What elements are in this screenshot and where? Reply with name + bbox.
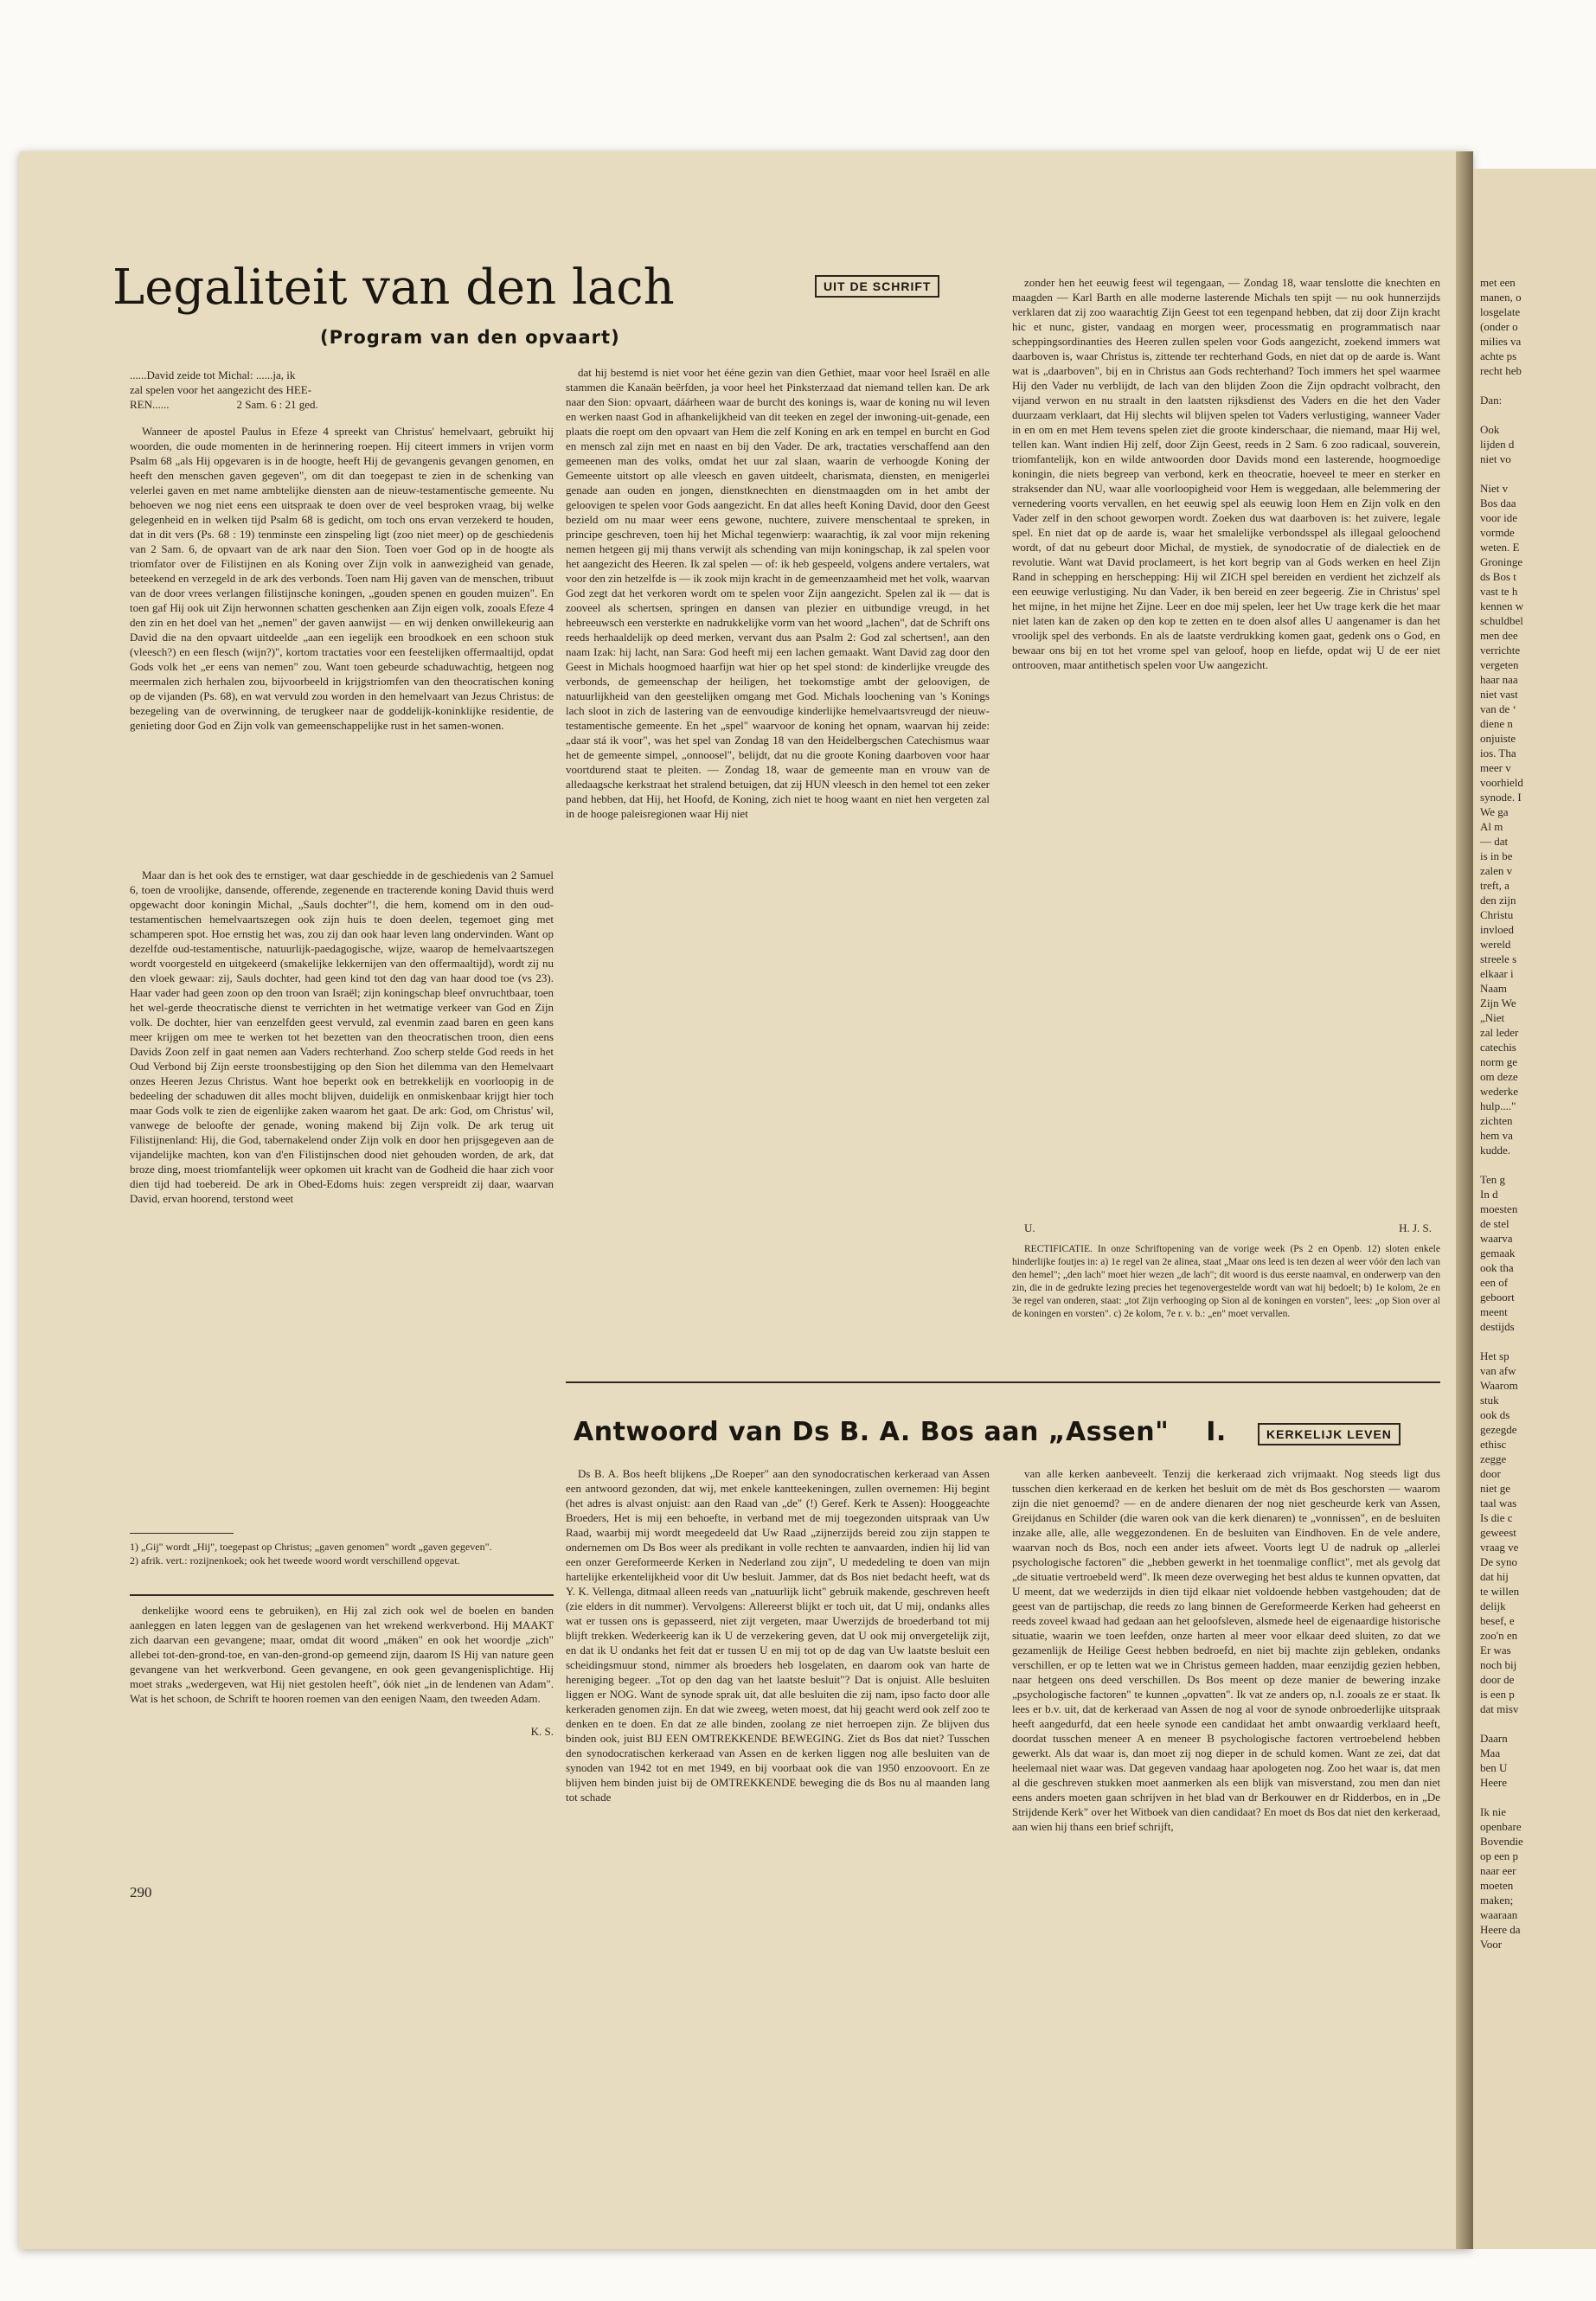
next-page-line	[1480, 1334, 1596, 1349]
next-page-line: In d	[1480, 1188, 1498, 1201]
next-page-line: lijden d	[1480, 438, 1515, 451]
next-page-line: streele s	[1480, 952, 1517, 965]
next-page-line: maken;	[1480, 1894, 1514, 1907]
next-page-line: hem va	[1480, 1129, 1513, 1142]
next-page-line: We ga	[1480, 805, 1509, 818]
next-page-line: geweest	[1480, 1526, 1516, 1539]
article1-signature-ks: K. S.	[530, 1725, 554, 1738]
article2-column-2	[1012, 1466, 1440, 2089]
next-page-line: Dan:	[1480, 394, 1503, 407]
next-page-line: te willen	[1480, 1585, 1520, 1598]
next-page-line: Bovendie	[1480, 1835, 1523, 1848]
article1-column-1c	[130, 1603, 554, 1724]
next-page-line: hulp...."	[1480, 1099, 1516, 1112]
next-page-line: geboort	[1480, 1291, 1515, 1304]
next-page-line: Heere	[1480, 1776, 1508, 1789]
next-page-line: voor ide	[1480, 511, 1517, 524]
next-page-line: Daarn	[1480, 1732, 1508, 1745]
next-page-line: kudde.	[1480, 1144, 1511, 1157]
next-page-line: met een	[1480, 276, 1516, 289]
signature-hjs: H. J. S.	[1399, 1221, 1432, 1234]
page-gutter	[1456, 151, 1473, 2249]
next-page-line: ethisc	[1480, 1438, 1507, 1451]
article-title: Legaliteit van den lach	[112, 260, 675, 316]
next-page-line: is in be	[1480, 849, 1513, 862]
next-page-line: een of	[1480, 1276, 1509, 1289]
next-page-line: Ook	[1480, 423, 1500, 436]
next-page-line: waaraan	[1480, 1908, 1518, 1921]
signature-u: U.	[1024, 1221, 1035, 1234]
article1-col1c-text: denkelijke woord eens te gebruiken), en Hij zal zich ook wel de boelen en banden aanleggen en laten leggen van de geslagenen van het wrekend werkverbond. Hij MAAKT zich daarvan een gevangene; maar, omdat dit woord „máken" en ook het woordje „zich" allebei tot-den-grond-toe, en van-den-grond-op gemeend zijn, daarom IS Hij van nature geen gevangene van het werkverbond. Geen gevangene, en ook geen gevangenisplichtige. Hij moet straks „wedergeven, wat Hij niet gestolen heeft", óók niet „in de lendenen van Adam". Wat is het schoon, de Schrift te hooren roemen van den eenigen Naam, den tweeden Adam.	[130, 1604, 554, 1705]
next-page-line: De syno	[1480, 1555, 1517, 1568]
next-page-line: synode. I	[1480, 791, 1522, 804]
next-page-line: de stel	[1480, 1217, 1509, 1230]
next-page-line: delijk	[1480, 1599, 1506, 1612]
next-page-line: losgelate	[1480, 305, 1521, 318]
next-page-line: recht heb	[1480, 364, 1522, 377]
next-page-line: ios. Tha	[1480, 747, 1516, 760]
next-page-line: Er was	[1480, 1644, 1511, 1657]
next-page-line: ben U	[1480, 1761, 1508, 1774]
next-page-line: norm ge	[1480, 1055, 1517, 1068]
rectificatie-box	[1012, 1243, 1440, 1399]
next-page-line: gezegde	[1480, 1423, 1517, 1436]
next-page-line: gemaak	[1480, 1247, 1516, 1259]
footnotes: 1) „Gij" wordt „Hij", toegepast op Christus; „gaven genomen" wordt „gaven gegeven". 2) afrik. vert.: rozijnenkoek; ook het tweede woord wordt verschillend opgevat.	[130, 1541, 492, 1567]
article1-column-3	[1012, 275, 1440, 1218]
next-page-line: Is die c	[1480, 1511, 1513, 1524]
article2-col2-text: Ds B. A. Bos heeft blijkens „De Roeper" aan den synodocratischen kerkeraad van Assen een antwoord gezonden, dat wij, met enkele kantteekeningen, zullen overnemen: Hij begint (het adres is alvast onjuist: aan den Raad van „de" (!) Geref. Kerk te Assen): Hooggeachte Broeders, Het is mij een behoefte, in verband met de mij toegezonden uitspraak van Uw Raad, waarbij mij wordt meegedeeld dat Uw Raad „zijnerzijds bereid zou zijn stappen te ondernemen om Ds Bos weer als predikant in volle rechten te aanvaarden, indien hij lid van een onzer Gereformeerde Kerken in Nederland zou zijn", U mededeling te doen van mijn hartelijke erkentelijkheid voor dit Uw besluit. Jammer, dat ds Bos niet bedacht heeft, wat ds Y. K. Vellenga, ditmaal alleen reeds van „natuurlijk licht" gebruik makende, geschreven heeft (zie elders in dit nummer). Vervolgens: Allereerst blijkt er toch uit, dat U mij, ondanks alles wat er tussen ons is gepasseerd, niet zijt vergeten, maar Uwerzijds de broederband tot mij blijft trekken. Wederkeerig kan ik U de verzekering geven, dat U ook mij onvergetelijk zijt, en dat ik U ondanks het feit dat er tussen U en mij tot op de dag van Uw laatste besluit een scheidingsmuur stond, nimmer als broeders heb losgelaten, en daarom ook van harte de hereniging begeer. „Tot op den dag van het laatste besluit"? Dat is onjuist. Alle besluiten liggen er NOG. Want de synode sprak uit, dat alle besluiten die zij nam, ipso facto door alle kerkeraden genomen zijn. En dat wie zweeg, weten moest, dat hij geacht werd ook zelf zoo te denken en te doen. En dat ze alle binden, zoolang ze niet herroepen zijn. Ze blijven dus binden ook, juist BIJ EEN OMTREKKENDE BEWEGING. Ziet ds Bos dat niet? Tusschen den synodocratischen kerkeraad van Assen en de kerken liggen nog alle besluiten van de synoden van 1942 tot en met 1949, en bij voorbaat ook die van 1950 enzoovoort. En ze blijven hem binden juist bij de OMTREKKENDE beweging die ds Bos nu al maanden lang tot schade	[566, 1467, 990, 1804]
next-page-line: zegge	[1480, 1452, 1507, 1465]
next-page-line: (onder o	[1480, 320, 1518, 333]
next-page-line: achte ps	[1480, 349, 1517, 362]
next-page-line: ds Bos t	[1480, 570, 1516, 583]
next-page-line: schuldbel	[1480, 614, 1523, 627]
next-page-line: treft, a	[1480, 879, 1509, 892]
next-page-line: van afw	[1480, 1364, 1516, 1377]
next-page-line: vergeten	[1480, 658, 1519, 671]
next-page-line: Waarom	[1480, 1379, 1518, 1392]
next-page-line: noch bij	[1480, 1658, 1517, 1671]
footnote-rule	[130, 1533, 234, 1534]
next-page-line: meer v	[1480, 761, 1511, 774]
article2-title-text: Antwoord van Ds B. A. Bos aan „Assen"	[574, 1417, 1170, 1447]
next-page-line: destijds	[1480, 1320, 1515, 1333]
next-page-line	[1480, 407, 1596, 422]
next-page-line: zalen v	[1480, 864, 1513, 877]
article-subtitle: (Program van den opvaart)	[320, 327, 620, 348]
next-page-line: door	[1480, 1467, 1501, 1480]
section-tag-uit-de-schrift: UIT DE SCHRIFT	[815, 275, 939, 298]
article2-col3-text: van alle kerken aanbeveelt. Tenzij die kerkeraad zich vrijmaakt. Nog steeds ligt dus tusschen dien kerkeraad en de kerken het besluit om de mèt ds Bos geschorsten — waarom zijn die niet genoemd? — en de andere dienaren der nog niet gescheurde kerk van Assen, Greijdanus en Schilder (die waren ook van die kerk dienaren) te „vonnissen", en de besluiten inzake alle, alle, alle weggezondenen. En de besluiten van Eindhoven. En de vele andere, waarvan noch ds Bos, noch een ander iets afweet. Voorts legt U de nadruk op „allerlei psychologische factoren" die „hebben gewerkt in het toenmalige conflict", met als gevolg dat „de situatie vertroebeld werd". Ik meen deze overweging het best aldus te kunnen opvatten, dat U meent, dat we wederzijds in dien tijd elkaar niet voldoende hebben vastgehouden; dat de geest van de partijschap, die reeds zo lang binnen de Gereformeerde Kerken had geheerst en reeds zoveel kwaad had gedaan aan het geloofsleven, alsmede heel de eigenaardige historische situatie, waarin we toen leefden, onze harten al meer voor elkaar deed sluiten, zo dat we gezamenlijk de Heilige Geest hebben bedroefd, en niet bij machte zijn gebleken, ondanks verschillen, er op te letten wat we in Christus gemeen hadden, maar eenzijdig gezien hebben, naar hetgeen ons deed verschillen. Ds Bos meent op deze manier de bewering inzake „psychologische factoren" te kunnen „opvatten". Ik vat ze anders op, n.l. zooals ze er staat. Ik lees er b.v. uit, dat de kerkeraad van Assen de nog al voor de synode onbroederlijke uitspraak heeft aangedurfd, dat een heele synode een candidaat het ambt onwaardig verklaard heeft, doordat tusschen meneer A en meneer B psychologische factoren vertroebelend hebben gewerkt. Als dat waar is, dan moet zij nog dieper in de schuld komen. Want ze zei, dat dat heelemaal niet waar was. Dat gegeven vandaag haar apologeten nog. Zoo het waar is, dat men al die geschreven stukken moet aanmerken als een blijk van misverstand, zou men dan niet eens anders moeten gaan schrijven in het blad van dr Berkouwer en dr Ridderbos, en in „De Strijdende Kerk" over het Witboek van dien candidaat? En moet ds Bos dat niet den kerkeraad, aan wien hij thans een brief schrijft,	[1012, 1467, 1440, 1833]
next-page-line: verrichte	[1480, 644, 1521, 657]
next-page-line	[1480, 1716, 1596, 1731]
rectificatie-text: RECTIFICATIE. In onze Schriftopening van de vorige week (Ps 2 en Openb. 12) sloten enkele hinderlijke foutjes in: a) 1e regel van 2e alinea, staat „Maar ons leed is ten dezen al weer vóór den lach van den hemel"; „den lach" moet hier wezen „de lach"; dit woord is dus eerste naamval, en onderwerp van den zin, die in de gedrukte lezing precies het tegenovergestelde wordt van wat hij bedoelt; b) 1e kolom, 2e en 3e regel van onderen, staat: „tot Zijn verhooging op Sion al de koningen en vorsten", lees: „op Sion over al de koningen en vorsten". c) 2e kolom, 7e r. v. b.: „en" moet vervallen.	[1012, 1244, 1440, 1319]
next-page-line: zal leder	[1480, 1026, 1519, 1039]
next-page-line: Maa	[1480, 1747, 1501, 1759]
next-page-line: milies va	[1480, 335, 1522, 348]
next-page-line: stuk	[1480, 1394, 1499, 1407]
article1-column-2	[566, 365, 990, 1373]
article1-column-1	[130, 424, 554, 856]
next-page-line: onjuiste	[1480, 732, 1516, 745]
next-page-line: Bos daa	[1480, 497, 1516, 510]
next-page-line: niet vo	[1480, 452, 1511, 465]
article1-col1-divider	[130, 1594, 554, 1596]
next-page-line: meent	[1480, 1305, 1508, 1318]
next-page-line: naar eer	[1480, 1864, 1516, 1877]
next-page-line: catechis	[1480, 1041, 1516, 1054]
next-page-text-fragments	[1480, 275, 1596, 1952]
next-page-line: niet ge	[1480, 1482, 1511, 1495]
article1-column-1b	[130, 868, 554, 1525]
section-tag-kerkelijk-leven: KERKELIJK LEVEN	[1258, 1423, 1401, 1445]
next-page-line: zichten	[1480, 1114, 1513, 1127]
next-page-line: Al m	[1480, 820, 1503, 833]
next-page-line: van de ‘	[1480, 702, 1516, 715]
article2-column-1	[566, 1466, 990, 2089]
page-number: 290	[130, 1884, 152, 1900]
next-page-line: Naam	[1480, 982, 1508, 995]
next-page-line: weten. E	[1480, 541, 1520, 554]
next-page-line: den zijn	[1480, 894, 1516, 907]
next-page-line	[1480, 378, 1596, 393]
next-page-line	[1480, 1790, 1596, 1804]
next-page-line: voorhield	[1480, 776, 1523, 789]
article1-col1b-text: Maar dan is het ook des te ernstiger, wat daar geschiedde in de geschiedenis van 2 Samuel 6, toen de vroolijke, dansende, offerende, zegenende en tracterende koning David thuis werd opgewacht door koningin Michal, „Sauls dochter"!, die hem, komend om in den oud-testamentischen hemelvaartszegen ook zijn huis te doen deelen, tegemoet ging met schamperen spot. Hoe ernstig het was, zou zij dan ook haar leven lang ondervinden. Want op dezelfde oud-testamentische, natuurlijk-paedagogische, wijze, waarop de hemelvaartszegen wordt voorgesteld en uitgekeerd (smakelijke lekkernijen van den offermaaltijd), wordt zij nu den vloek gewaar: zij, Sauls dochter, had geen kind tot den dag van haar dood toe (vs 23). Haar vader had geen zoon op den troon van Israël; zijn koningschap bleef onvruchtbaar, toen het wel-gerde theocratische dienst te verrichten in het wetmatige verkeer van God en Zijn volk. De dochter, hier van eenzelfden geest vervuld, zal evenmin zaad baren en geen kans meer krijgen om mee te werken tot het bezetten van den theocratischen troon, dien eens Davids Zoon zelf in gaat nemen aan Vaders rechterhand. Zoo scherp stelde God reeds in het Oud Verbond bij Zijn eerste troonsbestijging op den Sion het dilemma van den Hemelvaart onzes Heeren Jezus Christus. Want hoe beperkt ook en betrekkelijk en voorloopig in de bedeeling der schaduwen dit alles mocht blijven, duidelijk en onmiskenbaar krijgt hier toch maar Gods volk te zien de eigenlijke zaken waarom het gaat. De ark: God, om Christus' wil, vanwege de beloofte der genade, woning makend bij Zijn volk. De ark terug uit Filistijnenland: Hij, die God, tabernakelend onder Zijn volk en door hen prijsgegeven aan de vijandelijke machten, kon van d'en Filistijnschen dood niet gehouden worden, de ark, dat broze ding, moest triomfantelijk weer opkomen uit kracht van de Godheid die haar zich voor dien tijd had toebereid. De ark in Obed-Edoms huis: zegen verspreidt zij daar, waarvan David, ervan hoorend, terstond weet	[130, 868, 554, 1205]
next-page-line: wereld	[1480, 938, 1511, 951]
next-page-line: vast te h	[1480, 585, 1518, 598]
next-page-edge	[1473, 169, 1596, 2249]
next-page-line: Heere da	[1480, 1923, 1521, 1936]
next-page-line: waarva	[1480, 1232, 1513, 1245]
next-page-line: „Niet	[1480, 1011, 1505, 1024]
next-page-line: zoo'n en	[1480, 1629, 1518, 1642]
next-page-line: moesten	[1480, 1202, 1518, 1215]
article1-signatures	[1012, 1221, 1440, 1236]
next-page-line: niet vast	[1480, 688, 1518, 701]
article1-col3-text: zonder hen het eeuwig feest wil tegengaan, — Zondag 18, waar tenslotte die knechten en maagden — Karl Barth en alle moderne lasterende Michals ten spijt — nu ook hunnerzijds verklaren dat zij zoo waarachtig Zijn Geest tot een tegenpand hebben, dat zij door Zijn kracht hic et nunc, gister, vandaag en morgen weer, processmatig en programmatisch naar scheppingsordinanties des Heeren zullen spelen voor Gods aangezicht, zoekend immers wat daarboven is, waar Christus is, zittende ter rechterhand Gods, en niet dat op de aarde is. Want wat is „daarboven", bij en in Christus aan Gods rechterhand? Toch immers het spel waarmee Hij den Vader nu verblijdt, de lach van den blijden Zoon die Zijn opdracht volbracht, den vijand verwon en nu straalt in den laatsten rijksdienst des Vaders en die het den Vader duurzaam verklaart, dat Hij slechts wil blijven spelen tot Vaders verlustiging, wanneer Vader in en om en met Hem tevens spelen ziet die groote kinderschaar, die niemand, maar Hij wel, tellen kan. Want indien Hij zelf, door Zijn Geest, reeds in 2 Sam. 6 zoo radicaal, souverein, triomfantelijk, kon en wilde antwoorden door Davids mond een lasterende, hoogmoedige koningin, die niets begreep van verbond, kerk en theocratie, hoeveel te meer en sterker en straksender dan NU, waar alle voorloopigheid voor Hem is weggedaan, alle belemmering der vernedering voorts vervallen, en het eeuwig spel als eeuwig loon Hem en Zijn volk en den Vader zelf in den schoot geworpen wordt. Zoeken dus wat daarboven is: het zuivere, legale spel. En niet dat op de aarde is, waar het smalelijke verbondsspel als illegaal geloochend wordt, of dat nu gebeurt door Michal, de mystiek, de synodocratie of de dialectiek en de revolutie. Want wat David proclameert, is het kort begrip van al Gods werken en heel Zijn Rand in schepping en herschepping: Hij wil ZICH spel bereiden en verdient het zichzelf als een eeuwige verlustiging. Nu dan Vader, ik ben bereid en zeer begeerig. Zie in Christus' spel het mijne, in het mijne het Zijne. Leer en doe mij spelen, leer het Uw trage kerk die het maar niet laten kan de zaken op den kop te zetten en te doen alsof alles U aangenamer is dan het vroolijk spel des verbonds. En als de laatste verdrukking komen gaat, gedenk ons o God, en bewaar ons bij en tot het vrome spel van geloof, hoop en liefde, opdat wij U de eer niet ontrooven, maar antithetisch spelen voor Uw aangezicht.	[1012, 276, 1440, 671]
article1-col2-text: dat hij bestemd is niet voor het ééne gezin van dien Gethiet, maar voor heel Israël en alle stammen die Kanaän beërfden, ja voor heel het Pinksterzaad dat niemand tellen kan. De ark naar den Sion: opvaart, dáárheen waar de burcht des konings is, waar de koning nu wil leven en werken naast God in afhankelijkheid van dit teeken en zegel der inwoning-uit-genade, een plaats die roept om den opvaart van Hem die zelf Koning en ark en tempel en burcht en God en mensch zal zijn met en naast en bij den Vader. De ark, tractaties verschaffend aan den gemeenen man des volks, omdat het uur zal slaan, waarin de verhoogde Koning der Gemeente uitstort op alle vleesch en gaven uitdeelt, charismata, diensten, en menigerlei genade aan ouden en jongen, dienstknechten en dienstmaagden om in het ambt der geloovigen te spelen voor Gods aangezicht. En dat alles heeft Koning David, door den Geest bezield om nu maar weer eens gewone, nuchtere, zuivere menschentaal te spreken, in principe geschreven, toen hij het Michal tegenwierp: waarachtig, ik zal voor mijn rekening nemen hetgeen gij mij thans verwijt als schending van mijn koningschap, ik zal spelen voor het aangezicht des Heeren. Ik zal spelen — of: ik heb gespeeld, volgens andere vertalers, wat voor den zin hetzelfde is — ik zook mijn kracht in de gemeenzaamheid met het volk, waarvan God zegt dat het verkoren wordt om te spelen voor Zijn aangezicht. Spelen zal ik — dat is zooveel als schertsen, springen en dansen van plezier en uitbundige vreugd, in het hebreeuwsch een versterkte en nadrukkelijke vorm van het woord „lachen", dat de Schrift ons reeds herhaaldelijk op deed merken, vervant dus aan Psalm 2: God zal schertsen!, aan den naam Izak: hij lacht, nan Sara: God heeft mij een lachen gemaakt. Want David zag door den Geest in Michals hoogmoed haarfijn wat hier op het spel stond: de kinderlijke vreugde des verbonds, de gemeenschap der heiligen, het toekomstige ambt der geloovigen, de natuurlijkheid van den geestelijken omgang met God. Michals loochening van 's Konings lach sloot in zich de lastering van de eenvoudige kinderlijke hemelvaartsvreugd der nieuw-testamentische gemeente. En het „spel" waarvoor de koning het opnam, waarvan hij zeide: „daar stá ik voor", was het spel van Zondag 18 van den Heidelbergschen Catechismus waar het de gemeente simpel, „onnoosel", belijdt, dat nu die groote Koning daarboven voor haar voortdurend staat te pleiten. — Zondag 18, waar de gemeente man en vrouw van de alledaagsche kerkstraat het stralend betuigen, dat zij HUN vleesch in den hemel tot een zeker pand hebben, dat Hij, het Hoofd, de Koning, zich niet te hoog waant en niet hen vergeten zal in de hooge paleisregionen waar Hij niet	[566, 366, 990, 820]
next-page-line	[1480, 1157, 1596, 1172]
next-page-line: Groninge	[1480, 555, 1523, 568]
next-page-line: ook tha	[1480, 1261, 1514, 1274]
next-page-line: om deze	[1480, 1070, 1518, 1083]
next-page-line: elkaar i	[1480, 967, 1514, 980]
next-page-line: is een p	[1480, 1688, 1515, 1701]
next-page-line: ook ds	[1480, 1408, 1510, 1421]
next-page-line: wederke	[1480, 1085, 1519, 1098]
next-page-line: moeten	[1480, 1879, 1514, 1892]
next-page-line: diene n	[1480, 717, 1513, 730]
next-page-line: besef, e	[1480, 1614, 1515, 1627]
article-motto: ......David zeide tot Michal: ......ja, ik zal spelen voor het aangezicht des HEE- REN...... 2 Sam. 6 : 21 ged.	[130, 369, 318, 411]
next-page-line: Zijn We	[1480, 997, 1516, 1009]
next-page-line: haar naa	[1480, 673, 1518, 686]
next-page-line: door de	[1480, 1673, 1515, 1686]
next-page-line: Niet v	[1480, 482, 1509, 495]
newspaper-page	[19, 151, 1472, 2249]
article1-col1-text: Wanneer de apostel Paulus in Efeze 4 spreekt van Christus' hemelvaart, gebruikt hij woorden, die oude momenten in de herinnering roepen. Hij citeert immers in vrijen vorm Psalm 68 „als Hij opgevaren is in de hoogte, heeft Hij de gevangenis gevangen genomen, en heeft den menschen gaven gegeven", om dit dan toegepast te zien in de schenking van velerlei gaven en met name ambtelijke diensten aan de nieuw-testamentische gemeente. Nu behoeven we nog niet eens een uitspraak te doen over de veel besproken vraag, bij welke gelegenheid en in welken tijd Psalm 68 is gedicht, om toch ons ervan verzekerd te houden, dat in dit vers (Ps. 68 : 19) tenminste een zinspeling ligt (zoo niet meer) op de geschiedenis van 2 Sam. 6, de opvaart van de ark naar den Sion. Toen voer God op in de hoogte als triomfator over de Filistijnen en als Koning over Zijn volk in aanwezigheid van genade, beteekend en verzegeld in de ark des verbonds. Toen nam Hij gaven van de menschen, tribuut van de door vrees verlangen filistijnsche koningen, „gouden spenen en gouden muizen". En toen gaf Hij ook uit Zijn herwonnen schatten geschenken aan Zijn eigen volk, zooals Efeze 4 den zin en het doel van het „nemen" der gaven aanwijst — en wij denken onwillekeurig aan David die na den opvaart uitdeelde „aan een iegelijk een broodkoek en een schoon stuk (vleesch?) en een flesch (wijn?)", kortom tractaties voor een feestelijken offermaaltijd, opdat Gods volk het „er eens van nemen" zou. Want toen gebeurde schaduwachtig, hetgeen nog meermalen zich herhalen zou, bijvoorbeeld in krijgstriomfen van den theocratischen koning op de vijanden (Ps. 68), en wat vervuld zou worden in den hemelvaart van Jezus Christus: de bezegeling van de overwinning, de terugkeer naar de goddelijk-koninklijke residentie, de genieting door God en Zijn volk van gemeenschappelijke rust in het samen-wonen.	[130, 425, 554, 732]
next-page-line: Ik nie	[1480, 1805, 1506, 1818]
next-page-line: op een p	[1480, 1849, 1519, 1862]
next-page-line: kennen w	[1480, 599, 1524, 612]
next-page-line: vraag ve	[1480, 1541, 1519, 1554]
article2-part: I.	[1206, 1417, 1227, 1447]
next-page-line	[1480, 466, 1596, 481]
next-page-line: Ten g	[1480, 1173, 1506, 1186]
next-page-line: vormde	[1480, 526, 1515, 539]
next-page-line: Het sp	[1480, 1349, 1509, 1362]
next-page-line: invloed	[1480, 923, 1514, 936]
next-page-line: openbare	[1480, 1820, 1522, 1833]
next-page-line: manen, o	[1480, 291, 1522, 304]
next-page-line: Voor	[1480, 1938, 1503, 1951]
next-page-line: dat misv	[1480, 1702, 1519, 1715]
next-page-line: — dat	[1480, 835, 1509, 848]
next-page-line: men dee	[1480, 629, 1518, 642]
article2-title	[574, 1417, 1227, 1447]
next-page-line: Christu	[1480, 908, 1514, 921]
next-page-line: taal was	[1480, 1497, 1517, 1509]
section-divider	[566, 1381, 1440, 1383]
next-page-line: dat hij	[1480, 1570, 1509, 1583]
